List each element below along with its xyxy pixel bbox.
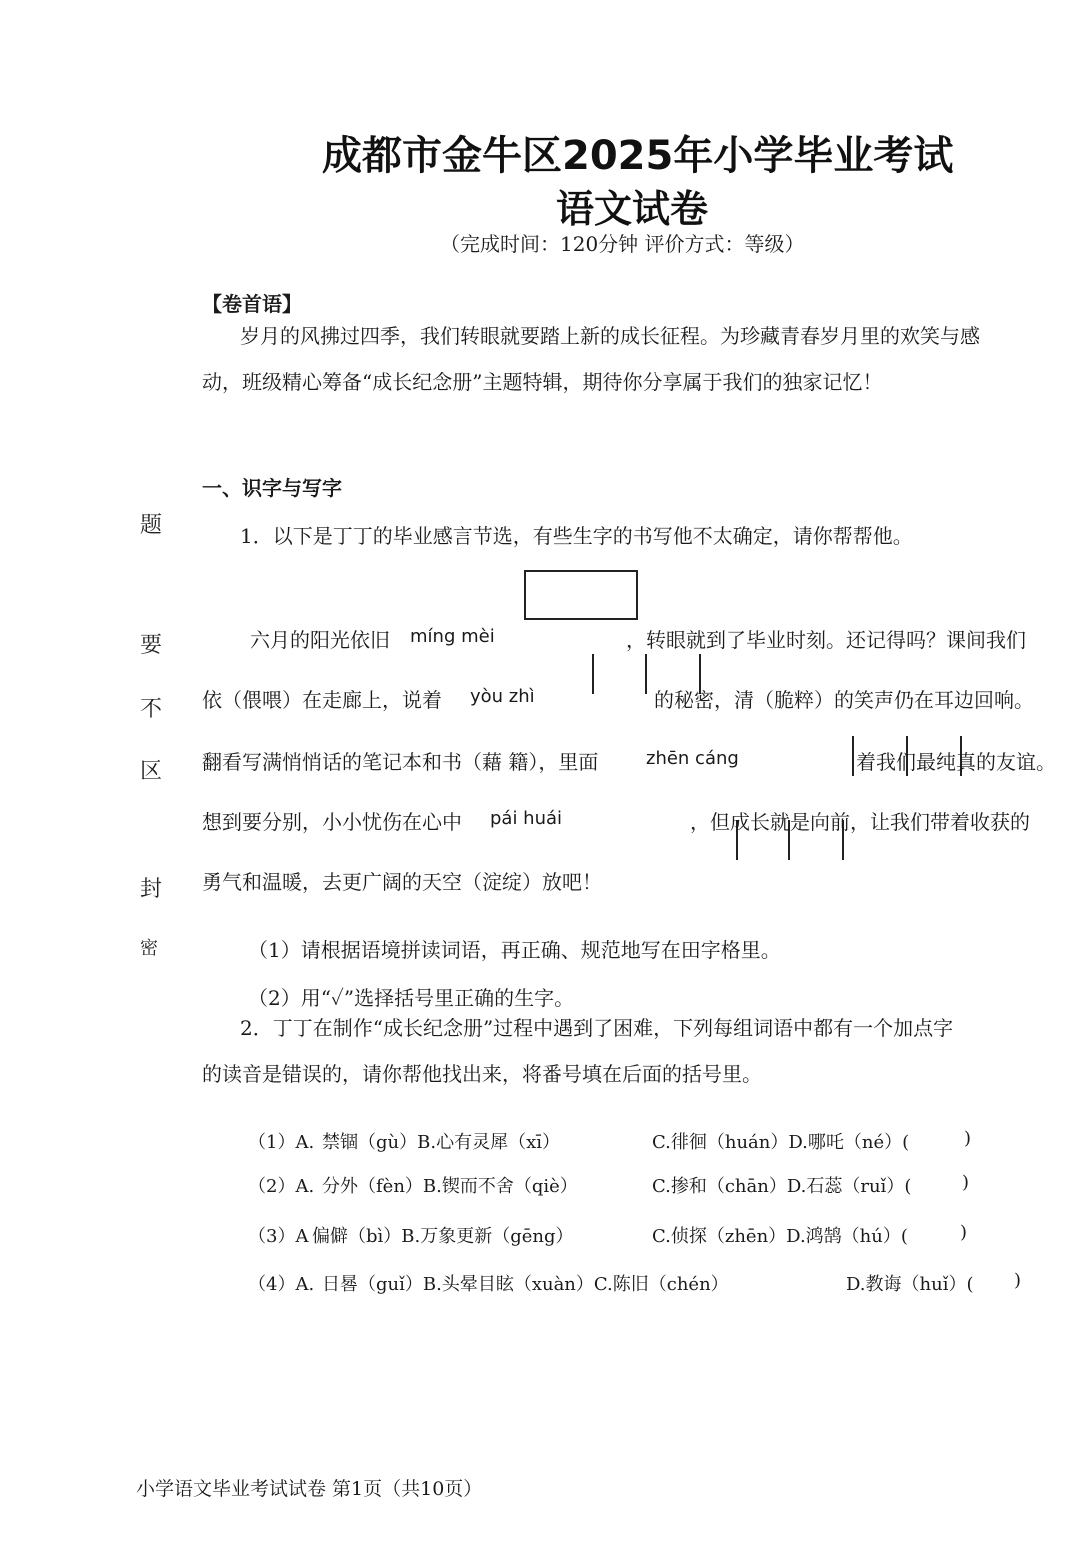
option-ab: 禁锢（gù）B.心有灵犀（xī） [322,1132,560,1153]
grid-line [645,654,647,694]
option-cd: C.徘徊（huán）D.哪吒（né）( [652,1132,910,1153]
answer-paren-close: ) [962,1172,970,1193]
question-1-prompt: 1．以下是丁丁的毕业感言节选，有些生字的书写他不太确定，请你帮帮他。 [240,524,913,548]
option-ab: 分外（fèn）B.锲而不舍（qiè） [322,1176,578,1197]
paragraph-text: 的秘密，清（脆粹）的笑声仍在耳边回响。 [654,688,1034,712]
pinyin: pái huái [490,808,563,829]
margin-char: 区 [140,759,163,784]
preface-label: 【卷首语】 [202,292,302,316]
preface-line-1: 岁月的风拂过四季，我们转眼就要踏上新的成长征程。为珍藏青春岁月里的欢笑与感 [240,324,980,348]
question-2-prompt: 的读音是错误的，请你帮他找出来，将番号填在后面的括号里。 [202,1062,762,1086]
margin-char: 题 [140,513,163,538]
margin-char: 要 [140,633,163,658]
margin-char: 密 [140,938,158,959]
question-2-prompt: 2．丁丁在制作“成长纪念册”过程中遇到了困难，下列每组词语中都有一个加点字 [240,1016,954,1040]
option-number: （3）A [248,1226,309,1247]
margin-char: 不 [140,697,163,722]
paragraph-text: ，转眼就到了毕业时刻。还记得吗？课间我们 [626,628,1026,652]
option-number: （2）A. [248,1176,315,1197]
paragraph-text: 想到要分别，小小忧伤在心中 [202,810,462,834]
pinyin: zhēn cáng [646,748,739,769]
exam-title: 成都市金牛区2025年小学毕业考试 [322,133,954,179]
option-cd: C.侦探（zhēn）D.鸿鹄（hú）( [652,1226,908,1247]
pinyin: míng mèi [410,626,495,647]
answer-paren-close: ) [964,1128,972,1149]
grid-line [592,654,594,694]
answer-paren-close: ) [1014,1270,1022,1291]
option-ab: 日晷（guǐ）B.头晕目眩（xuàn）C.陈旧（chén） [322,1274,729,1295]
option-number: （4）A. [248,1274,315,1295]
question-1-sub-2: （2）用“✓”选择括号里正确的生字。 [248,986,575,1010]
page-footer: 小学语文毕业考试试卷 第1页（共10页） [136,1478,483,1500]
grid-line [852,736,854,776]
exam-subject-title: 语文试卷 [556,187,709,231]
option-cd: C.掺和（chān）D.石蕊（ruǐ）( [652,1176,912,1197]
answer-paren-close: ) [960,1222,968,1243]
paragraph-text: 勇气和温暖，去更广阔的天空（淀绽）放吧！ [202,870,602,894]
paragraph-text: 翻看写满悄悄话的笔记本和书（藉 籍），里面 [202,750,599,774]
margin-char: 封 [140,877,163,902]
pinyin: yòu zhì [470,686,535,707]
exam-subtitle: （完成时间：120分钟 评价方式：等级） [440,232,805,256]
option-ab: 偏僻（bì）B.万象更新（gēng） [312,1226,574,1247]
preface-line-2: 动，班级精心筹备“成长纪念册”主题特辑，期待你分享属于我们的独家记忆！ [202,370,883,394]
option-cd: D.教诲（huǐ）( [846,1274,974,1295]
option-number: （1）A. [248,1132,315,1153]
paragraph-text: 六月的阳光依旧 [250,628,390,652]
paragraph-text: 依（偎喂）在走廊上，说着 [202,688,442,712]
question-1-sub-1: （1）请根据语境拼读词语，再正确、规范地写在田字格里。 [248,938,781,962]
paragraph-text: ，但成长就是向前，让我们带着收获的 [690,810,1030,834]
section-heading: 一、识字与写字 [202,476,342,500]
paragraph-text: 着我们最纯真的友谊。 [856,750,1056,774]
writing-box[interactable] [524,570,638,620]
